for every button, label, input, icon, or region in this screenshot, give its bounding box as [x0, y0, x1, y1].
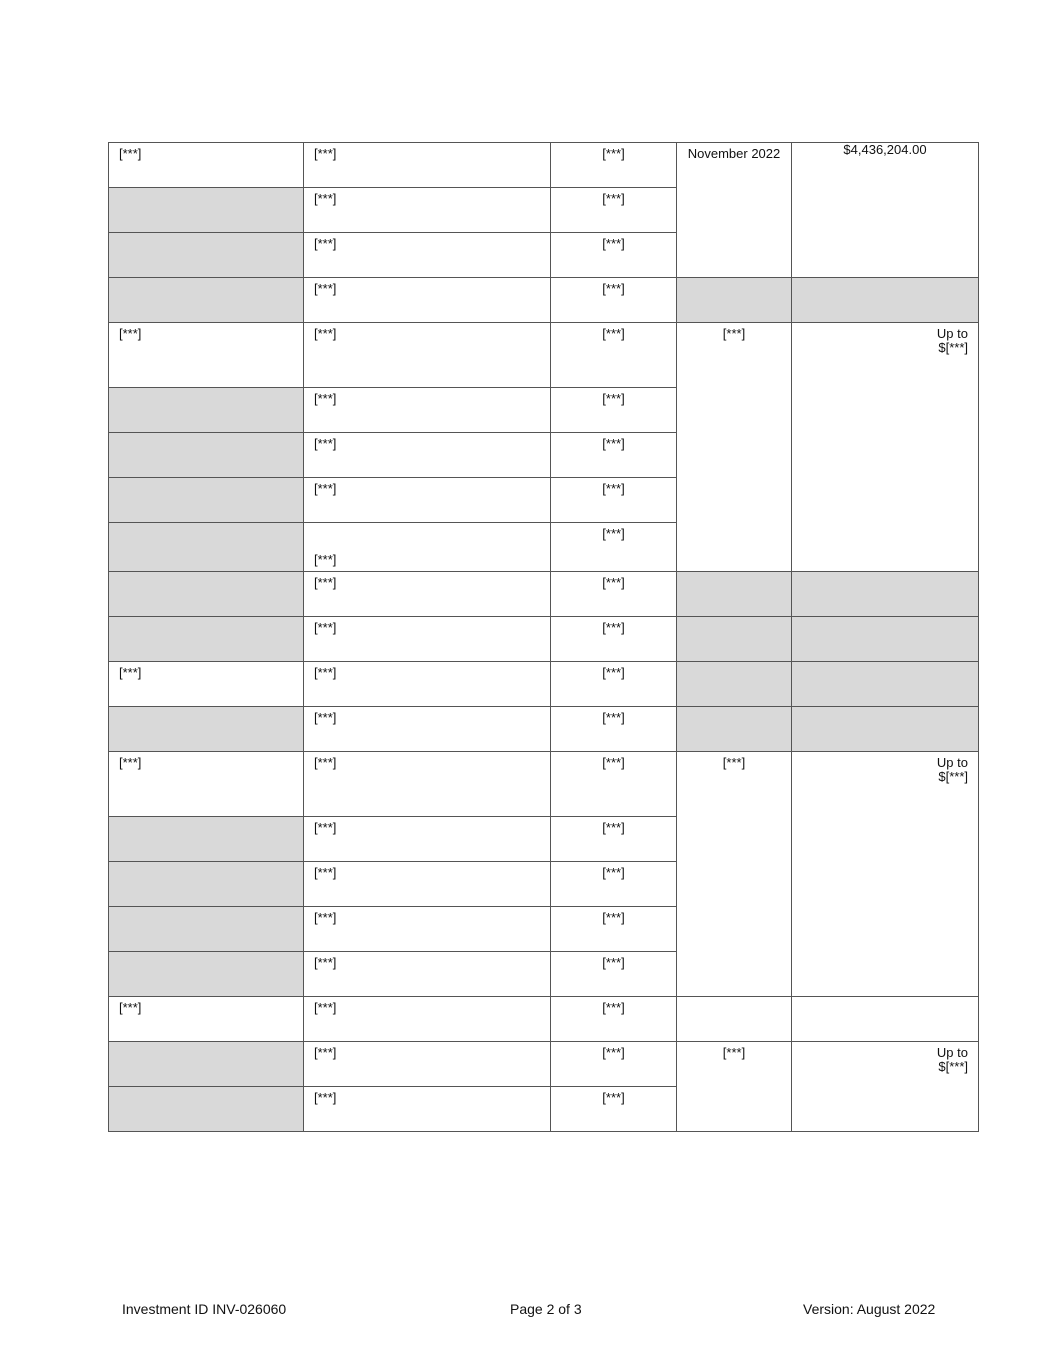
investment-id: Investment ID INV-026060	[122, 1301, 287, 1317]
amount-cell-empty	[792, 572, 979, 617]
table-row	[109, 752, 979, 817]
investment-schedule-table	[108, 142, 979, 1132]
date-cell-empty	[677, 662, 792, 707]
item-cell: [***]	[109, 323, 304, 388]
date-cell: [***]	[677, 1042, 792, 1132]
item-cell-empty	[109, 1042, 304, 1087]
item-cell-empty	[109, 433, 304, 478]
value-cell: [***]	[551, 617, 677, 662]
description-cell: [***]	[304, 952, 551, 997]
table-row	[109, 1042, 979, 1087]
description-cell: [***]	[304, 388, 551, 433]
item-cell-empty	[109, 188, 304, 233]
description-cell: [***]	[304, 752, 551, 817]
item-cell-empty	[109, 233, 304, 278]
description-cell: [***]	[304, 278, 551, 323]
description-cell: [***]	[304, 662, 551, 707]
amount-cell-empty	[792, 997, 979, 1042]
description-cell: [***]	[304, 323, 551, 388]
value-cell: [***]	[551, 143, 677, 188]
value-cell: [***]	[551, 1042, 677, 1087]
description-cell: [***]	[304, 572, 551, 617]
description-cell: [***]	[304, 478, 551, 523]
item-cell: [***]	[109, 143, 304, 188]
table-row	[109, 143, 979, 188]
description-cell: [***]	[304, 997, 551, 1042]
description-cell: [***]	[304, 143, 551, 188]
description-cell: [***]	[304, 188, 551, 233]
value-cell: [***]	[551, 188, 677, 233]
value-cell: [***]	[551, 1087, 677, 1132]
date-cell: November 2022	[677, 143, 792, 278]
description-cell: [***]	[304, 233, 551, 278]
amount-prefix: Up to	[936, 1045, 968, 1060]
item-cell-empty	[109, 478, 304, 523]
value-cell: [***]	[551, 478, 677, 523]
amount-prefix: Up to	[936, 326, 968, 341]
value-cell: [***]	[551, 323, 677, 388]
description-cell: [***]	[304, 817, 551, 862]
amount-value: $[***]	[938, 1059, 968, 1074]
amount-cell	[792, 323, 979, 572]
amount-cell-empty	[792, 617, 979, 662]
amount-value: $[***]	[938, 769, 968, 784]
item-cell-empty	[109, 388, 304, 433]
description-cell: [***]	[304, 433, 551, 478]
item-cell-empty	[109, 617, 304, 662]
value-cell: [***]	[551, 997, 677, 1042]
value-cell: [***]	[551, 278, 677, 323]
table-row	[109, 278, 979, 323]
item-cell-empty	[109, 952, 304, 997]
value-cell: [***]	[551, 523, 677, 572]
description-cell: [***]	[304, 862, 551, 907]
item-cell: [***]	[109, 752, 304, 817]
description-cell: [***]	[304, 523, 551, 572]
item-cell-empty	[109, 523, 304, 572]
date-cell-empty	[677, 572, 792, 617]
table-row	[109, 997, 979, 1042]
value-cell: [***]	[551, 662, 677, 707]
item-cell-empty	[109, 907, 304, 952]
item-cell: [***]	[109, 997, 304, 1042]
value-cell: [***]	[551, 752, 677, 817]
value-cell: [***]	[551, 707, 677, 752]
amount-cell: $4,436,204.00	[792, 143, 979, 278]
value-cell: [***]	[551, 862, 677, 907]
item-cell: [***]	[109, 662, 304, 707]
version-label: Version: August 2022	[803, 1301, 936, 1317]
value-cell: [***]	[551, 907, 677, 952]
description-cell: [***]	[304, 907, 551, 952]
date-cell: [***]	[677, 752, 792, 997]
item-cell-empty	[109, 817, 304, 862]
item-cell-empty	[109, 1087, 304, 1132]
description-cell: [***]	[304, 1087, 551, 1132]
table-row	[109, 323, 979, 388]
date-cell-empty	[677, 278, 792, 323]
amount-cell	[792, 752, 979, 997]
value-cell: [***]	[551, 572, 677, 617]
value-cell: [***]	[551, 433, 677, 478]
amount-prefix: Up to	[936, 755, 968, 770]
date-cell-empty	[677, 617, 792, 662]
amount-cell	[792, 1042, 979, 1132]
page-number: Page 2 of 3	[510, 1301, 582, 1317]
value-cell: [***]	[551, 952, 677, 997]
item-cell-empty	[109, 278, 304, 323]
date-cell-empty	[677, 997, 792, 1042]
item-cell-empty	[109, 862, 304, 907]
item-cell-empty	[109, 572, 304, 617]
table-row	[109, 662, 979, 707]
description-cell: [***]	[304, 617, 551, 662]
value-cell: [***]	[551, 233, 677, 278]
item-cell-empty	[109, 707, 304, 752]
date-cell: [***]	[677, 323, 792, 572]
description-cell: [***]	[304, 707, 551, 752]
amount-cell-empty	[792, 662, 979, 707]
description-cell: [***]	[304, 1042, 551, 1087]
amount-value: $[***]	[938, 340, 968, 355]
amount-cell-empty	[792, 278, 979, 323]
amount-cell-empty	[792, 707, 979, 752]
value-cell: [***]	[551, 817, 677, 862]
value-cell: [***]	[551, 388, 677, 433]
date-cell-empty	[677, 707, 792, 752]
table-row	[109, 617, 979, 662]
table-row	[109, 707, 979, 752]
table-row	[109, 572, 979, 617]
